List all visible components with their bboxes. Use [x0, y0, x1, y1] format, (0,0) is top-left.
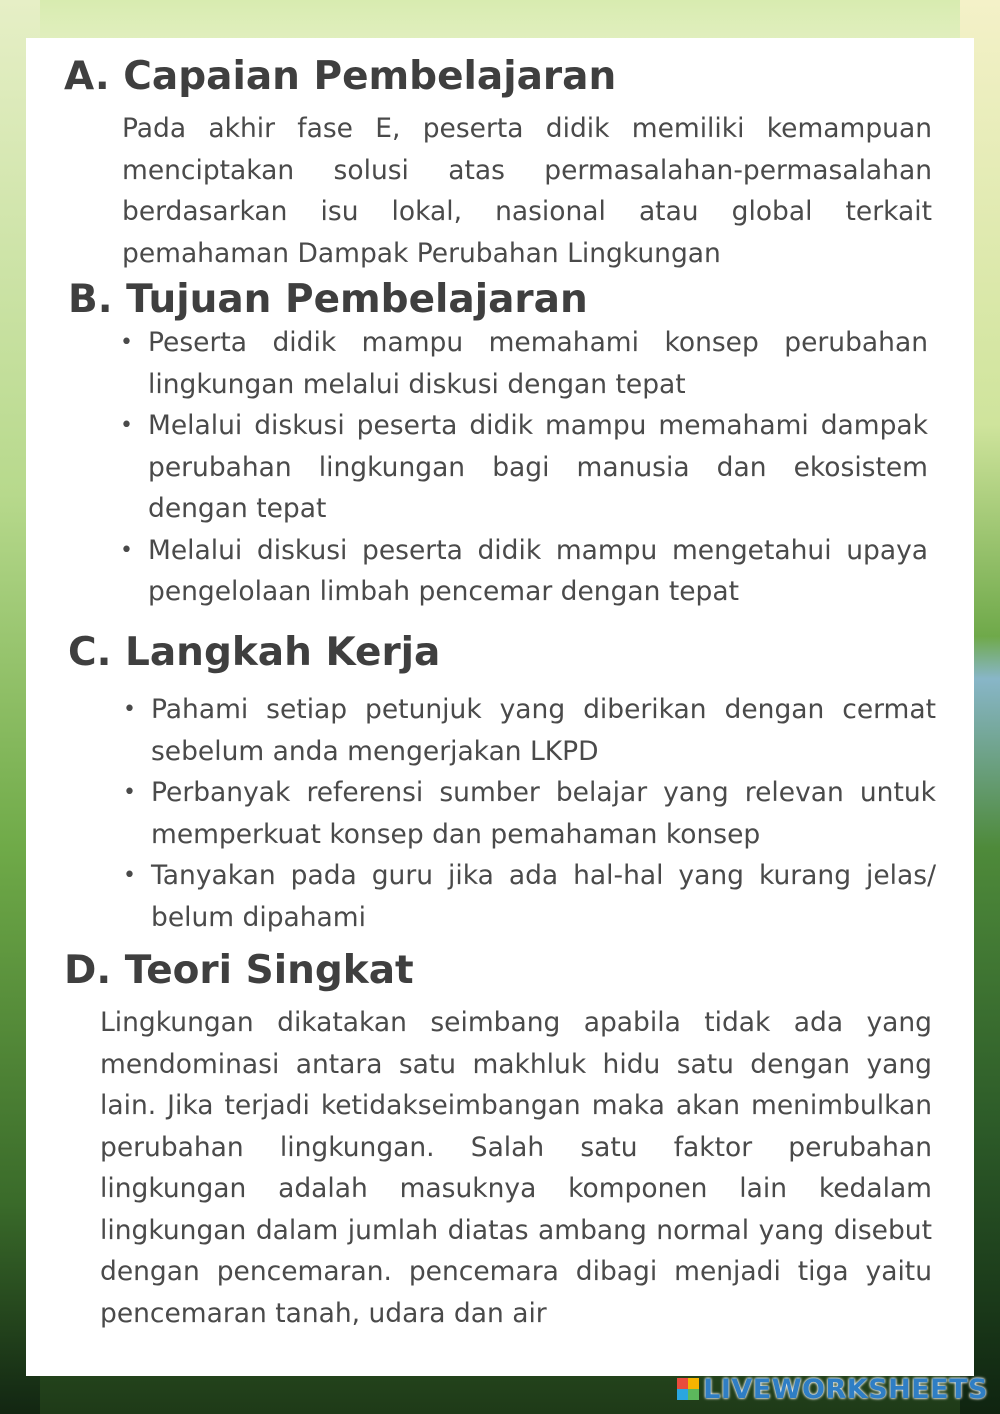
- liveworksheets-logo-icon: [677, 1378, 699, 1400]
- bullet-icon: •: [120, 330, 133, 355]
- section-c-list: [121, 689, 936, 938]
- list-item-text: Melalui diskusi peserta didik mampu mengetahui upaya pengelolaan limbah pencemar dengan tepat: [148, 534, 928, 607]
- bullet-icon: •: [120, 537, 133, 563]
- list-item-text: Melalui diskusi peserta didik mampu memahami dampak perubahan lingkungan bagi manusia dan ekosistem dengan tepat: [148, 410, 928, 524]
- list-item: [121, 689, 936, 772]
- list-item: [118, 405, 928, 530]
- section-b-heading: B. Tujuan Pembelajaran: [68, 277, 588, 322]
- list-item-text: Peserta didik mampu memahami konsep perubahan lingkungan melalui diskusi dengan tepat: [148, 327, 928, 400]
- list-item: [118, 322, 928, 405]
- list-item: [121, 772, 936, 855]
- section-d-heading: D. Teori Singkat: [64, 948, 414, 993]
- section-a-heading: A. Capaian Pembelajaran: [64, 54, 617, 99]
- section-b-list: [118, 322, 928, 613]
- bullet-icon: •: [120, 413, 133, 438]
- liveworksheets-brand[interactable]: [677, 1374, 988, 1404]
- brand-label: LIVEWORKSHEETS: [703, 1373, 988, 1405]
- bullet-icon: •: [123, 697, 136, 722]
- bullet-icon: •: [123, 863, 136, 888]
- section-d-text: Lingkungan dikatakan seimbang apabila tidak ada yang mendominasi antara satu makhluk hidu satu dengan yang lain. Jika terjadi ketidakseimbangan maka akan menimbulkan perubahan lingkungan. Salah satu faktor perubahan lingkungan adalah masuknya komponen lain kedalam lingkungan dalam jumlah diatas ambang normal yang disebut dengan pencemaran. pencemara dibagi menjadi tiga yaitu pencemaran tanah, udara dan air: [100, 1007, 932, 1329]
- list-item-text: Perbanyak referensi sumber belajar yang relevan untuk memperkuat konsep dan pemahaman konsep: [151, 777, 936, 850]
- section-a-text: Pada akhir fase E, peserta didik memiliki kemampuan menciptakan solusi atas permasalahan-permasalahan berdasarkan isu lokal, nasional atau global terkait pemahaman Dampak Perubahan Lingkungan: [122, 113, 932, 269]
- section-c-heading: C. Langkah Kerja: [68, 630, 441, 675]
- list-item-text: Tanyakan pada guru jika ada hal-hal yang kurang jelas/ belum dipahami: [151, 860, 936, 933]
- list-item: [121, 855, 936, 938]
- list-item: [118, 530, 928, 613]
- list-item-text: Pahami setiap petunjuk yang diberikan dengan cermat sebelum anda mengerjakan LKPD: [151, 694, 936, 767]
- bullet-icon: •: [123, 780, 136, 805]
